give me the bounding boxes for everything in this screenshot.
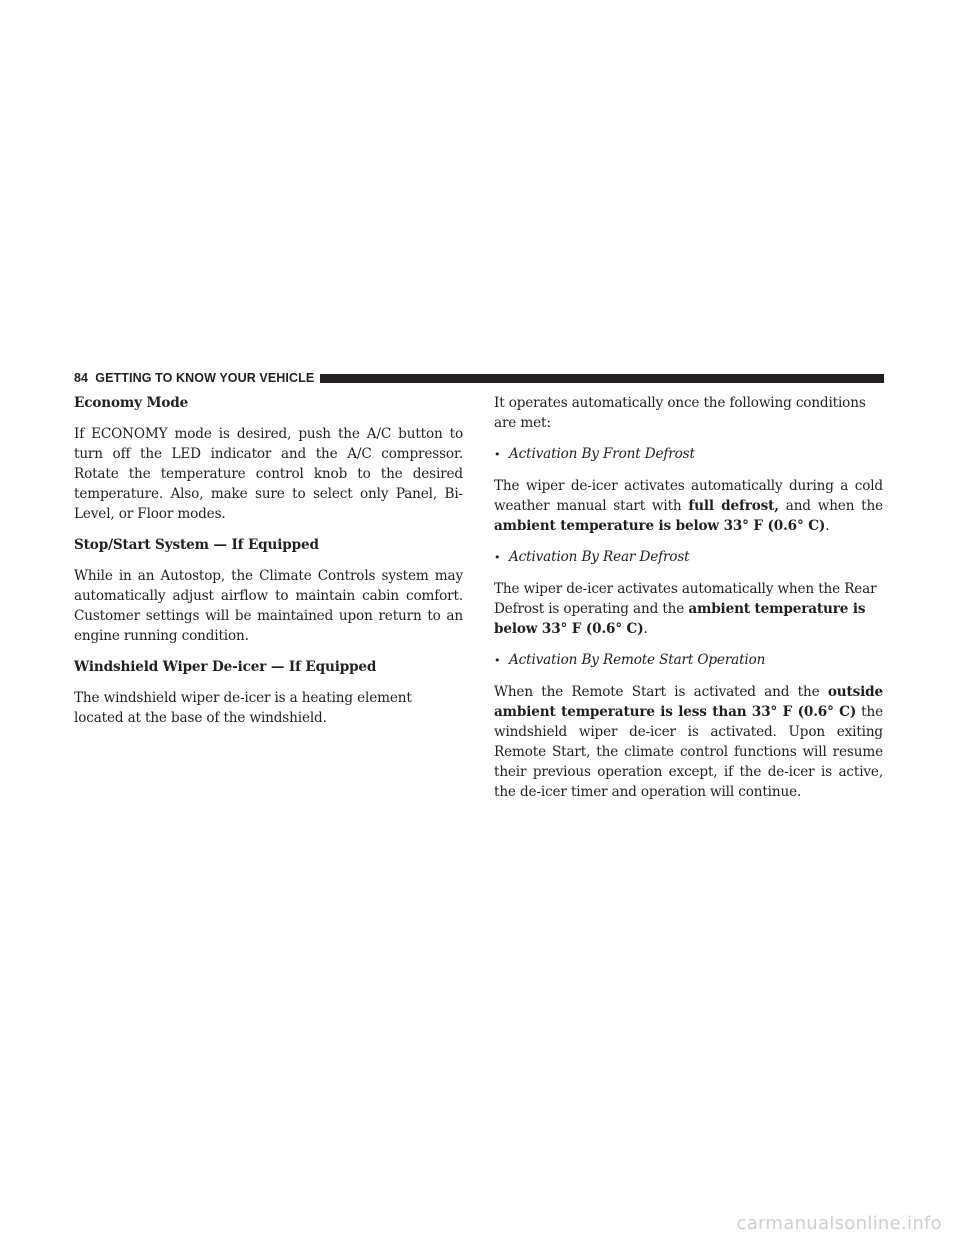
rear-defrost-title: Activation By Rear Defrost xyxy=(509,549,690,565)
bullet-rear-defrost xyxy=(494,547,883,568)
bullet-icon: • xyxy=(494,654,501,667)
rear-defrost-text xyxy=(494,579,883,639)
front-text-1: The wiper de-icer activates automatically during a cold weather manual start with xyxy=(494,478,883,514)
remote-bold-1: outside ambient temperature is less than 33° F (0.6° C) xyxy=(494,684,883,720)
remote-text-2: the windshield wiper de-icer is activated. Upon exiting Remote Start, the climate control functions will resume their previous operation except, if the de-icer is active, the de-icer timer and operation will continue. xyxy=(494,704,883,800)
remote-start-text xyxy=(494,682,883,802)
page-number: 84 xyxy=(74,371,89,385)
section-title: GETTING TO KNOW YOUR VEHICLE xyxy=(95,371,315,385)
bullet-front-defrost xyxy=(494,444,883,465)
remote-text-1: When the Remote Start is activated and the xyxy=(494,684,828,700)
front-text-3: . xyxy=(825,518,830,534)
economy-mode-heading: Economy Mode xyxy=(74,395,189,411)
front-defrost-title: Activation By Front Defrost xyxy=(509,446,695,462)
front-bold-1: full defrost, xyxy=(688,498,779,514)
right-column xyxy=(494,393,883,813)
front-text-2: and when the xyxy=(778,498,883,514)
wiper-deicer-text: The windshield wiper de-icer is a heating element located at the base of the windshield. xyxy=(74,690,412,726)
remote-start-title: Activation By Remote Start Operation xyxy=(509,652,766,668)
stop-start-text: While in an Autostop, the Climate Controls system may automatically adjust airflow to maintain cabin comfort. Customer settings will be maintained upon return to an engine running condition. xyxy=(74,568,463,644)
header-label xyxy=(74,371,320,385)
front-bold-2: ambient temperature is below 33° F (0.6° C) xyxy=(494,518,826,534)
bullet-icon: • xyxy=(494,448,501,461)
watermark: carmanualsonline.info xyxy=(736,1213,942,1234)
bullet-icon: • xyxy=(494,551,501,564)
header-rule xyxy=(320,374,884,383)
front-defrost-text xyxy=(494,476,883,536)
conditions-intro: It operates automatically once the following conditions are met: xyxy=(494,395,866,431)
stop-start-heading: Stop/Start System — If Equipped xyxy=(74,537,319,553)
economy-mode-text: If ECONOMY mode is desired, push the A/C button to turn off the LED indicator and the A/C compressor. Rotate the temperature control knob to the desired temperature. Also, make sure to select only Panel, Bi-Level, or Floor modes. xyxy=(74,426,463,522)
wiper-deicer-heading: Windshield Wiper De-icer — If Equipped xyxy=(74,659,377,675)
rear-text-2: . xyxy=(643,621,648,637)
left-column xyxy=(74,393,463,739)
rear-bold-1: ambient temperature is below 33° F (0.6° C) xyxy=(494,601,866,637)
page-header xyxy=(74,371,884,385)
rear-text-1: The wiper de-icer activates automatically when the Rear Defrost is operating and the xyxy=(494,581,877,617)
bullet-remote-start xyxy=(494,650,883,671)
